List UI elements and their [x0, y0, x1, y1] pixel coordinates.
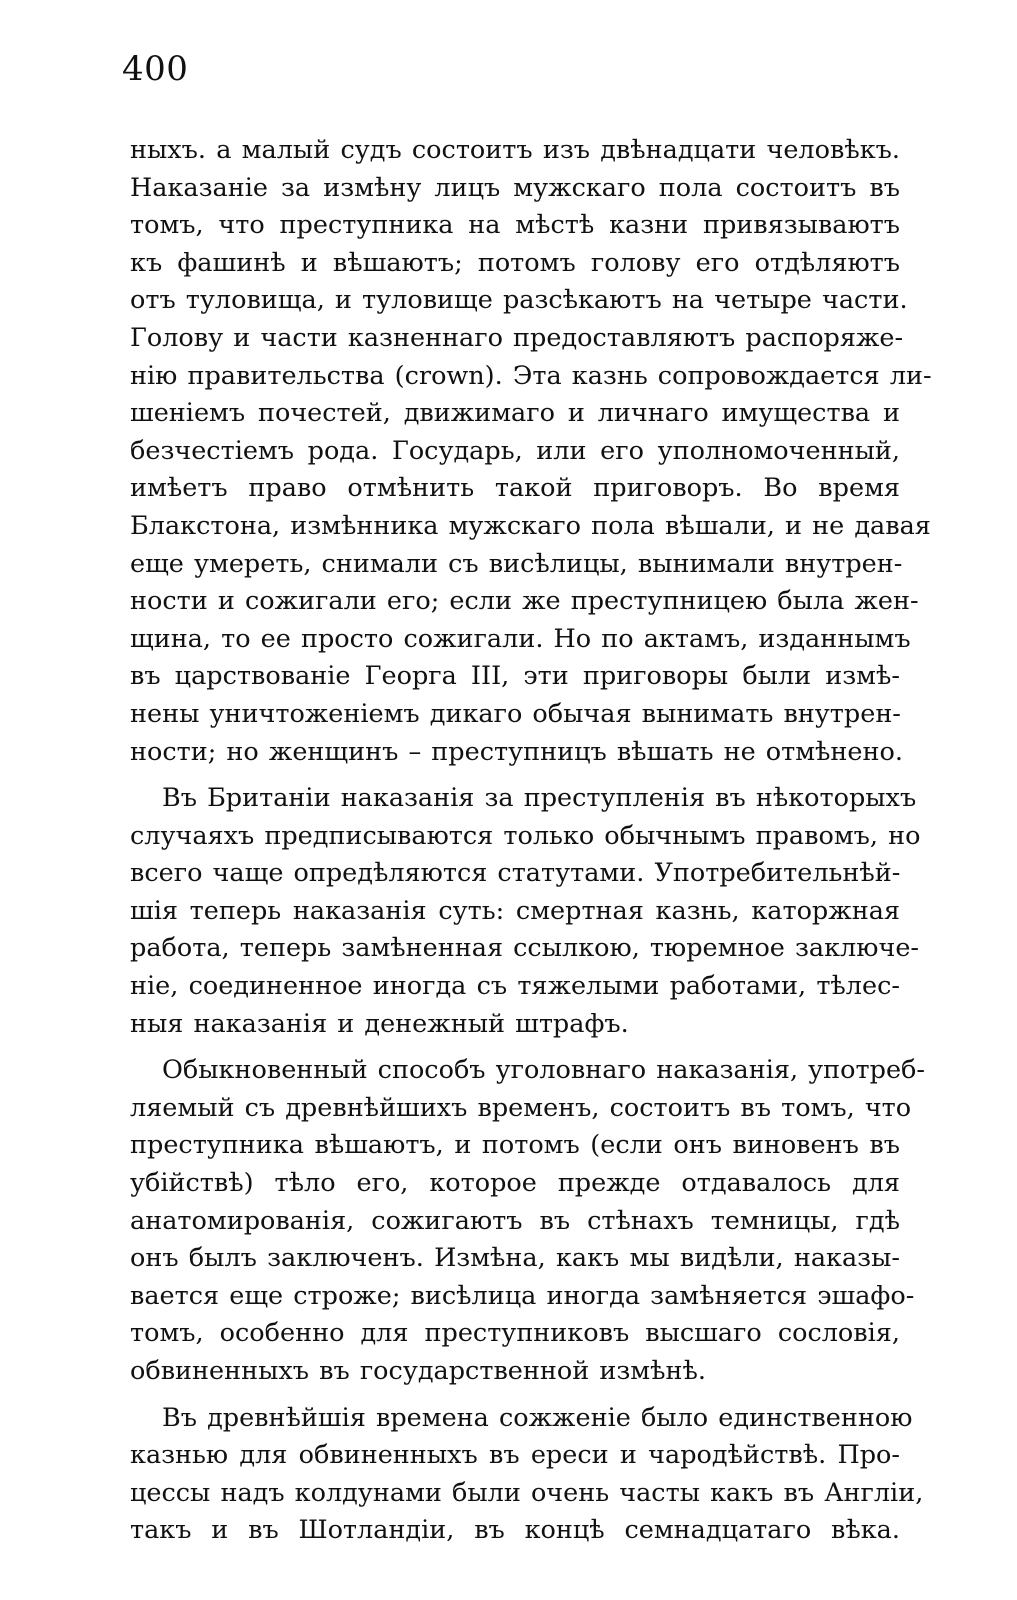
text-line: Обыкновенный способъ уголовнаго наказанія, употреб- [162, 1055, 926, 1086]
text-line: цессы надъ колдунами были очень часты какъ въ Англіи, [130, 1477, 924, 1508]
paragraph-gap [130, 1391, 900, 1400]
text-line: ныхъ. а малый судъ состоитъ изъ двѣнадцати человѣкъ. [130, 135, 900, 165]
text-line: шеніемъ почестей, движимаго и личнаго имущества и [130, 398, 900, 429]
paragraph [130, 132, 932, 771]
text-line: Блакстона, измѣнника мужскаго пола вѣшали, и не давая [130, 510, 931, 541]
text-line: отъ туловища, и туловище разсѣкаютъ на четыре части. [130, 285, 908, 316]
text-line: въ царствованіе Георга III, эти приговоры были измѣ- [130, 661, 900, 692]
text-line: преступника вѣшаютъ, и потомъ (если онъ виновенъ въ [130, 1130, 900, 1161]
text-line: Наказаніе за измѣну лицъ мужскаго пола состоитъ въ [130, 172, 900, 203]
text-line: нію правительства (crown). Эта казнь сопровождается ли- [130, 360, 932, 391]
text-line: къ фашинѣ и вѣшаютъ; потомъ голову его отдѣляютъ [130, 247, 900, 278]
text-line: ляемый съ древнѣйшихъ временъ, состоитъ въ томъ, что [130, 1092, 912, 1123]
text-line: Въ Британіи наказанія за преступленія въ нѣкоторыхъ [162, 783, 917, 814]
text-line: еще умереть, снимали съ висѣлицы, вынимали внутрен- [130, 548, 903, 579]
text-line: томъ, что преступника на мѣстѣ казни привязываютъ [130, 210, 900, 241]
paragraph-gap [130, 1043, 900, 1052]
text-line: онъ былъ заключенъ. Измѣна, какъ мы видѣли, наказы- [130, 1243, 900, 1274]
text-line: случаяхъ предписываются только обычнымъ правомъ, но [130, 820, 921, 851]
body-text [130, 132, 932, 1550]
text-line: казнью для обвиненныхъ въ ереси и чародѣйствѣ. Про- [130, 1440, 900, 1471]
paragraph-gap [130, 771, 900, 780]
paragraph [130, 780, 921, 1043]
text-line: имѣетъ право отмѣнить такой приговоръ. Во время [130, 473, 900, 504]
text-line: Въ древнѣйшія времена сожженіе было единственною [162, 1402, 913, 1433]
text-line: убійствѣ) тѣло его, которое прежде отдавалось для [130, 1168, 900, 1199]
text-line: ности; но женщинъ – преступницъ вѣшать не отмѣнено. [130, 736, 903, 767]
text-line: шія теперь наказанія суть: смертная казнь, каторжная [130, 895, 900, 926]
text-line: анатомированія, сожигаютъ въ стѣнахъ темницы, гдѣ [130, 1205, 900, 1236]
text-line: нены уничтоженіемъ дикаго обычая вынимать внутрен- [130, 698, 901, 729]
text-line: Голову и части казненнаго предоставляютъ распоряже- [130, 322, 904, 353]
text-line: обвиненныхъ въ государственной измѣнѣ. [130, 1356, 706, 1386]
text-line: всего чаще опредѣляются статутами. Употребительнѣй- [130, 858, 901, 889]
text-line: вается еще строже; висѣлица иногда замѣняется эшафо- [130, 1280, 915, 1311]
text-line: ныя наказанія и денежный штрафъ. [130, 1008, 629, 1039]
text-line: работа, теперь замѣненная ссылкою, тюремное заключе- [130, 933, 920, 964]
text-line: ніе, соединенное иногда съ тяжелыми работами, тѣлес- [130, 971, 900, 1002]
text-line: такъ и въ Шотландіи, въ концѣ семнадцатаго вѣка. [130, 1515, 900, 1546]
text-line: щина, то ее просто сожигали. Но по актамъ, изданнымъ [130, 623, 911, 654]
text-line: томъ, особенно для преступниковъ высшаго сословія, [130, 1318, 900, 1349]
paragraph [130, 1052, 926, 1390]
paragraph [130, 1400, 924, 1550]
page-number: 400 [122, 49, 189, 89]
text-line: ности и сожигали его; если же преступницею была жен- [130, 586, 919, 617]
text-line: безчестіемъ рода. Государь, или его уполномоченный, [130, 435, 900, 466]
